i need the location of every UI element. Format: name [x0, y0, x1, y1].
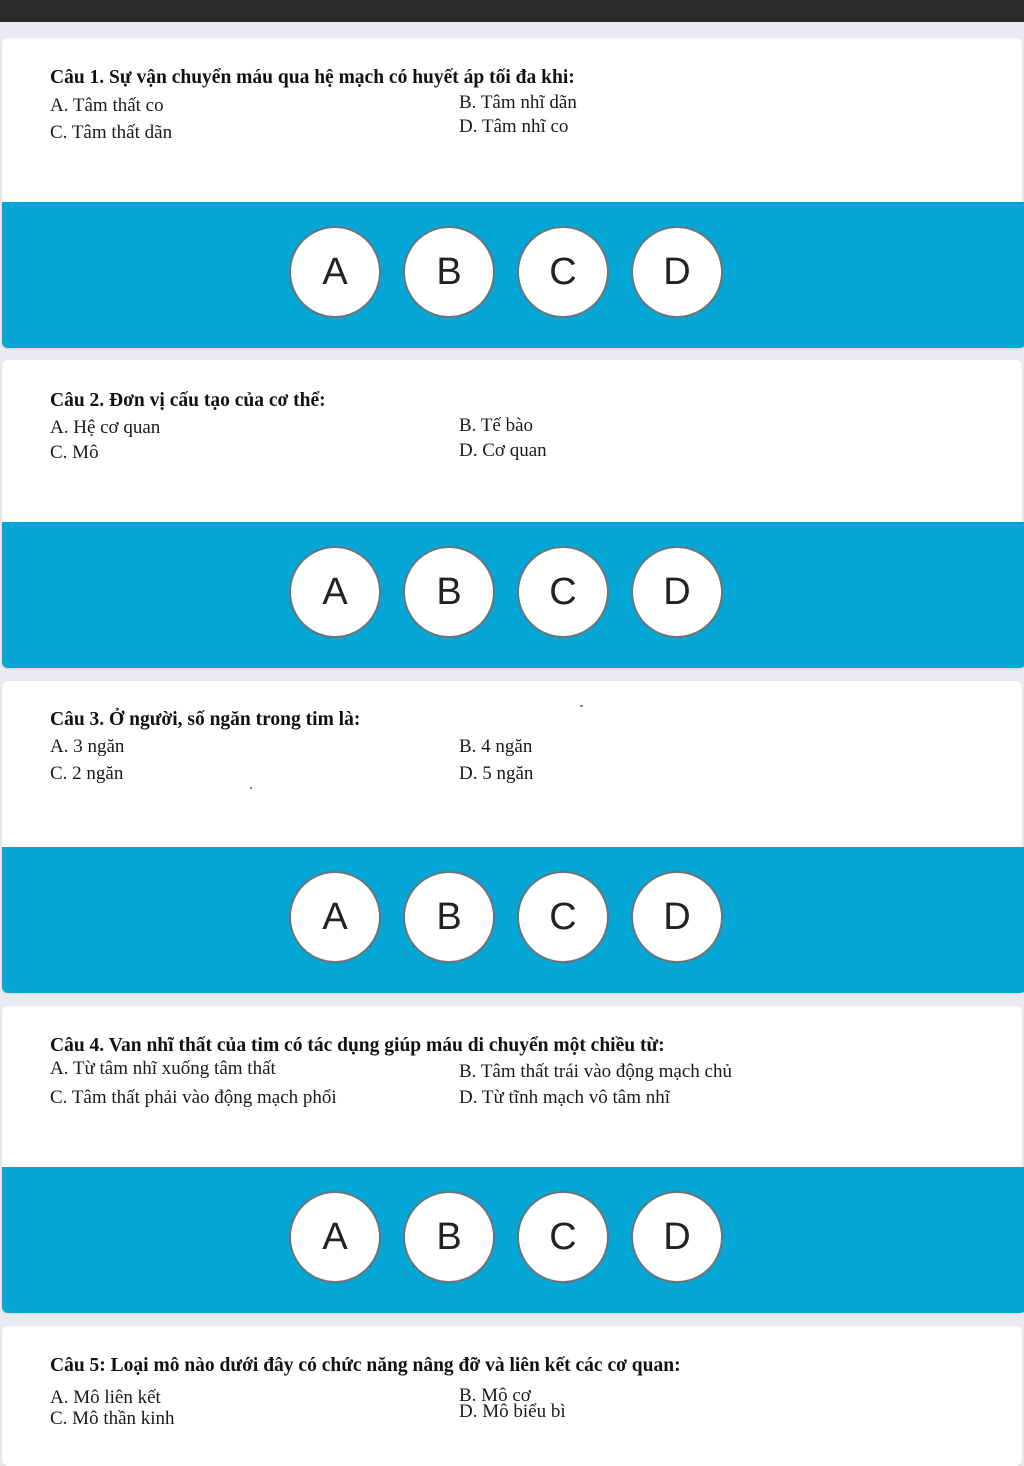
answer-choice-c[interactable]: C	[517, 871, 609, 963]
option-d: D. Từ tĩnh mạch vô tâm nhĩ	[459, 1087, 671, 1108]
option-d: D. 5 ngăn	[459, 763, 534, 784]
question-card-1	[2, 38, 1022, 348]
answer-choice-c[interactable]: C	[517, 226, 609, 318]
option-a: A. Hệ cơ quan	[50, 417, 161, 438]
question-card-4	[2, 1006, 1022, 1313]
answer-band	[2, 522, 1024, 668]
option-a: A. Từ tâm nhĩ xuống tâm thất	[50, 1058, 276, 1079]
option-d: D. Cơ quan	[459, 440, 547, 461]
option-c: C. Tâm thất phải vào động mạch phổi	[50, 1087, 337, 1108]
answer-choice-b[interactable]: B	[403, 1191, 495, 1283]
question-card-2	[2, 360, 1022, 668]
question-title: Câu 2. Đơn vị cấu tạo của cơ thể:	[50, 390, 326, 411]
option-b: B. 4 ngăn	[459, 736, 533, 757]
answer-choice-d[interactable]: D	[631, 871, 723, 963]
question-title: Câu 4. Van nhĩ thất của tim có tác dụng giúp máu di chuyển một chiều từ:	[50, 1035, 665, 1056]
answer-choice-b[interactable]: B	[403, 871, 495, 963]
answer-band	[2, 847, 1024, 993]
option-c: C. Mô	[50, 442, 99, 463]
answer-band	[2, 1167, 1024, 1313]
option-b: B. Mô cơ	[459, 1385, 531, 1406]
answer-choice-d[interactable]: D	[631, 546, 723, 638]
option-b: B. Tâm nhĩ dãn	[459, 92, 577, 113]
option-a: A. Mô liên kết	[50, 1387, 161, 1408]
answer-choice-c[interactable]: C	[517, 1191, 609, 1283]
answer-choice-a[interactable]: A	[289, 546, 381, 638]
option-b: B. Tâm thất trái vào động mạch chủ	[459, 1061, 732, 1082]
option-c: C. Mô thần kinh	[50, 1408, 175, 1429]
answer-choice-b[interactable]: B	[403, 546, 495, 638]
answer-choice-a[interactable]: A	[289, 1191, 381, 1283]
answer-choice-d[interactable]: D	[631, 226, 723, 318]
question-title: Câu 3. Ở người, số ngăn trong tim là:	[50, 709, 361, 730]
option-c: C. 2 ngăn	[50, 763, 124, 784]
option-d: D. Mô biểu bì	[459, 1401, 566, 1422]
option-a: A. Tâm thất co	[50, 95, 164, 116]
top-status-bar	[0, 0, 1024, 22]
option-b: B. Tế bào	[459, 415, 534, 436]
answer-choice-d[interactable]: D	[631, 1191, 723, 1283]
answer-choice-a[interactable]: A	[289, 226, 381, 318]
option-d: D. Tâm nhĩ co	[459, 116, 569, 137]
option-a: A. 3 ngăn	[50, 736, 125, 757]
stray-mark	[580, 705, 583, 707]
stray-mark	[250, 787, 252, 789]
question-title: Câu 5: Loại mô nào dưới đây có chức năng nâng đỡ và liên kết các cơ quan:	[50, 1355, 681, 1376]
question-title: Câu 1. Sự vận chuyển máu qua hệ mạch có huyết áp tối đa khi:	[50, 67, 575, 88]
answer-choice-b[interactable]: B	[403, 226, 495, 318]
answer-band	[2, 202, 1024, 348]
option-c: C. Tâm thất dãn	[50, 122, 173, 143]
answer-choice-a[interactable]: A	[289, 871, 381, 963]
question-card-5	[2, 1326, 1022, 1466]
question-card-3	[2, 681, 1022, 993]
answer-choice-c[interactable]: C	[517, 546, 609, 638]
